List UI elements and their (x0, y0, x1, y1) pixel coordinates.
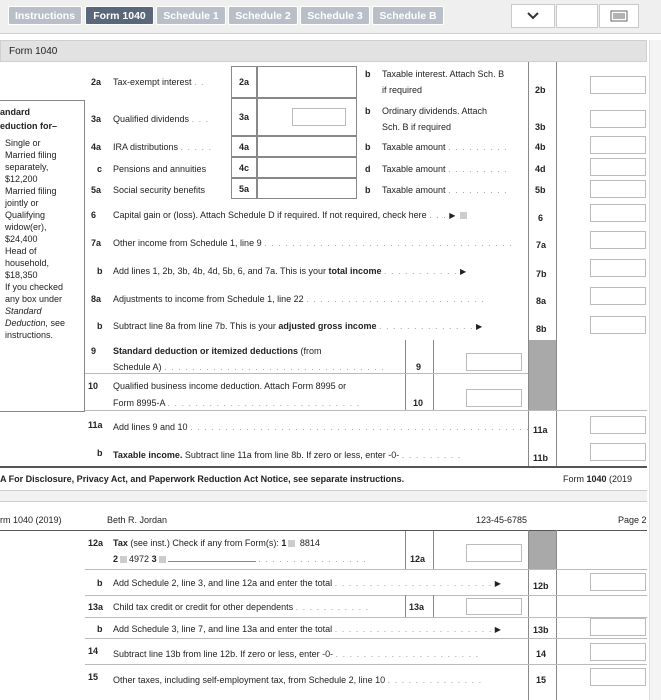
line-code: 13a (409, 602, 425, 612)
divider (85, 595, 647, 596)
shaded-cell (529, 531, 556, 569)
amount-field[interactable] (466, 389, 522, 407)
chevron-down-icon (527, 12, 539, 20)
line-label: Taxable income. Subtract line 11a from line 8b. If zero or less, enter -0- . . . . . . . . . (113, 450, 462, 460)
footer-notice: A For Disclosure, Privacy Act, and Paperwork Reduction Act Notice, see separate instructions. (0, 474, 405, 484)
line-label: Adjustments to income from Schedule 1, line 22 . . . . . . . . . . . . . . . . . . . . . . . . . . (113, 294, 485, 304)
line-code: 5b (535, 185, 546, 195)
line-code: 11a (533, 425, 548, 435)
line-number: 9 (91, 346, 97, 356)
divider (433, 531, 434, 569)
divider (556, 62, 557, 466)
amount-field[interactable] (466, 598, 522, 615)
taxpayer-name: Beth R. Jordan (107, 515, 168, 525)
divider (85, 664, 647, 665)
line-code: 7a (536, 240, 547, 250)
divider (85, 373, 528, 374)
line-code: 12a (410, 554, 426, 564)
line-code: 8b (536, 324, 547, 334)
line-number: 14 (88, 646, 99, 656)
page2-form: rm 1040 (2019) (0, 515, 62, 525)
sidebar-line: $12,200 (5, 174, 38, 184)
line-label: Taxable amount . . . . . . . . . (382, 164, 508, 174)
line-label: Standard deduction or itemized deductions (from (113, 346, 322, 356)
line-label: Taxable amount . . . . . . . . . (382, 142, 508, 152)
sidebar-line: If you checked (5, 282, 64, 292)
sidebar-line: widow(er), (5, 222, 47, 232)
line-label: Capital gain or (loss). Attach Schedule D if required. If not required, check here . . . ▶ (113, 209, 469, 222)
sidebar-border (84, 100, 85, 412)
sidebar-line: instructions. (5, 330, 54, 340)
line-label: Sch. B if required (382, 122, 452, 132)
section-title: Form 1040 (9, 45, 58, 57)
line-code: 4d (535, 164, 546, 174)
line-label: Form 8995-A . . . . . . . . . . . . . . . . . . . . . . . . . . . . (113, 398, 361, 408)
sidebar-line: $18,350 (5, 270, 38, 280)
taxpayer-ssn: 123-45-6785 (476, 515, 528, 525)
line-number: d (365, 164, 371, 174)
line-label: 2 4972 3 . . . . . . . . . . . . . . . . (113, 554, 367, 564)
line-number: 2a (91, 77, 102, 87)
line-number: b (365, 142, 371, 152)
amount-field[interactable] (590, 443, 646, 461)
divider (85, 638, 647, 639)
sidebar-line: separately, (5, 162, 49, 172)
checkbox[interactable] (288, 540, 295, 547)
sidebar-italic: Standard (5, 306, 42, 316)
sidebar-border (0, 411, 85, 412)
line-label: Tax (see inst.) Check if any from Form(s): 1 8814 (113, 538, 320, 548)
line-number: 4a (91, 142, 102, 152)
tab-schedule-3[interactable]: Schedule 3 (300, 6, 370, 25)
amount-field[interactable] (257, 178, 357, 199)
line-label: Taxable amount . . . . . . . . . (382, 185, 508, 195)
footer-form: Form 1040 (2019 (563, 474, 633, 484)
line-number: b (365, 69, 371, 79)
line-code: 4a (231, 136, 257, 157)
amount-field[interactable] (590, 204, 646, 222)
line-code: 13b (533, 625, 549, 635)
line-label: if required (382, 85, 423, 95)
line-code: 2a (231, 66, 257, 98)
line-code: 4c (231, 157, 257, 178)
line-number: b (97, 448, 103, 458)
tab-schedule-1[interactable]: Schedule 1 (156, 6, 226, 25)
tab-schedule-b[interactable]: Schedule B (372, 6, 444, 25)
divider (0, 466, 647, 468)
line-label: IRA distributions . . . . . (113, 142, 213, 152)
line-number: 5a (91, 185, 102, 195)
amount-field[interactable] (590, 668, 646, 686)
amount-field[interactable] (590, 180, 646, 198)
amount-field[interactable] (590, 316, 646, 334)
checkbox[interactable] (460, 212, 467, 219)
amount-field[interactable] (590, 416, 646, 434)
sidebar-line: see (48, 318, 66, 328)
section-header (0, 40, 647, 62)
line-label: Subtract line 13b from line 12b. If zero or less, enter -0- . . . . . . . . . . . . . . . . . . . . . (113, 649, 480, 659)
amount-field[interactable] (257, 136, 357, 157)
line-number: b (97, 321, 103, 331)
line-code: 14 (536, 649, 547, 659)
divider (405, 340, 406, 410)
tab-form-1040[interactable]: Form 1040 (85, 6, 154, 25)
line-number: c (97, 164, 103, 174)
page-number: Page 2 (618, 515, 647, 525)
line-label: Schedule A) . . . . . . . . . . . . . . . . . . . . . . . . . . . . . . . . (113, 362, 385, 372)
amount-field[interactable] (590, 287, 646, 305)
line-code: 12b (533, 581, 549, 591)
line-label: Add lines 9 and 10 . . . . . . . . . . . . . . . . . . . . . . . . . . . . . . . . . . . . . . . . . . . . . . . . . (113, 422, 530, 432)
sidebar-line: household, (5, 258, 50, 268)
divider (556, 530, 557, 700)
line-code: 4b (535, 142, 546, 152)
amount-field[interactable] (590, 158, 646, 176)
line-number: 8a (91, 294, 102, 304)
line-code: 11b (533, 453, 549, 463)
line-label: Ordinary dividends. Attach (382, 106, 488, 116)
checkbox[interactable] (159, 556, 166, 563)
sidebar-border (0, 100, 85, 101)
checkbox[interactable] (120, 556, 127, 563)
line-number: 11a (88, 420, 103, 430)
divider (433, 595, 434, 617)
line-code: 3a (231, 98, 257, 136)
line-number: b (97, 624, 103, 634)
dropdown-button[interactable] (511, 4, 555, 28)
line-label: Add Schedule 3, line 7, and line 13a and enter the total . . . . . . . . . . . . . . . . . . . . . . . ▶ (113, 624, 501, 634)
line-code: 5a (231, 178, 257, 199)
line-number: b (365, 106, 371, 116)
line-label: Taxable interest. Attach Sch. B (382, 69, 505, 79)
sidebar-line: jointly or (5, 198, 39, 208)
line-number: 13a (88, 602, 104, 612)
list-icon (610, 10, 628, 22)
amount-field[interactable] (257, 66, 357, 98)
sidebar-line: $24,400 (5, 234, 38, 244)
divider (85, 617, 647, 618)
divider (433, 340, 434, 410)
sidebar-text (5, 137, 65, 341)
line-label: Pensions and annuities (113, 164, 207, 174)
line-code: 10 (413, 398, 424, 408)
amount-field[interactable] (292, 108, 346, 126)
line-label: Social security benefits (113, 185, 206, 195)
line-number: 12a (88, 538, 104, 548)
amount-field[interactable] (590, 573, 646, 591)
amount-field[interactable] (590, 259, 646, 277)
line-label: Add Schedule 2, line 3, and line 12a and enter the total . . . . . . . . . . . . . . . . . . . . . . . ▶ (113, 578, 501, 588)
amount-field[interactable] (257, 157, 357, 178)
divider (85, 569, 647, 570)
line-number: 7a (91, 238, 102, 248)
sidebar-line: Single or (5, 138, 41, 148)
line-code: 15 (536, 675, 547, 685)
blank-control[interactable] (556, 4, 598, 28)
line-code: 3b (535, 122, 546, 132)
line-label: Subtract line 8a from line 7b. This is your adjusted gross income . . . . . . . . . . . . . . ▶ (113, 321, 483, 331)
line-label: Qualified business income deduction. Attach Form 8995 or (113, 381, 347, 391)
line-code: 6 (538, 213, 544, 223)
line-number: 3a (91, 114, 102, 124)
line-code: 9 (416, 362, 422, 372)
scrollbar[interactable] (649, 40, 661, 700)
line-number: 6 (91, 210, 97, 220)
amount-field[interactable] (590, 136, 646, 154)
sidebar-line: Qualifying (5, 210, 46, 220)
amount-field[interactable] (590, 110, 646, 128)
line-code: 8a (536, 296, 547, 306)
tab-schedule-2[interactable]: Schedule 2 (228, 6, 298, 25)
line-number: b (97, 266, 103, 276)
amount-field[interactable] (466, 544, 522, 562)
divider (85, 410, 647, 411)
line-number: 10 (88, 381, 99, 391)
line-label: Qualified dividends . . . (113, 114, 210, 124)
amount-field[interactable] (466, 353, 522, 371)
line-number: b (97, 578, 103, 588)
sidebar-heading: andard (0, 107, 31, 117)
line-label: Add lines 1, 2b, 3b, 4b, 4d, 5b, 6, and 7a. This is your total income . . . . . . . . . . . ▶ (113, 266, 467, 276)
sidebar-line: Married filing (5, 186, 57, 196)
divider (405, 531, 406, 569)
shaded-cell (529, 340, 556, 410)
line-code: 2b (535, 85, 546, 95)
line-label: Child tax credit or credit for other dependents . . . . . . . . . . . (113, 602, 370, 612)
sidebar-line: any box under (5, 294, 63, 304)
line-label: Other taxes, including self-employment tax, from Schedule 2, line 10 . . . . . . . . . . . . . . (113, 675, 483, 685)
sidebar-line: Head of (5, 246, 37, 256)
amount-field[interactable] (590, 618, 646, 636)
line-code: 7b (536, 269, 547, 279)
menu-button[interactable] (599, 4, 639, 28)
divider (405, 595, 406, 617)
amount-field[interactable] (590, 231, 646, 249)
line-label: Other income from Schedule 1, line 9 . . . . . . . . . . . . . . . . . . . . . . . . . . . . . . . . . . . . (113, 238, 513, 248)
amount-field[interactable] (590, 76, 646, 94)
sidebar-italic: Deduction, (5, 318, 49, 328)
sidebar-heading: eduction for– (0, 121, 58, 131)
amount-field[interactable] (590, 643, 646, 661)
sidebar-line: Married filing (5, 150, 57, 160)
line-number: b (365, 185, 371, 195)
page-gap (0, 490, 647, 502)
line-label: Tax-exempt interest . . (113, 77, 205, 87)
tab-instructions[interactable]: Instructions (8, 6, 82, 25)
line-number: 15 (88, 672, 99, 682)
